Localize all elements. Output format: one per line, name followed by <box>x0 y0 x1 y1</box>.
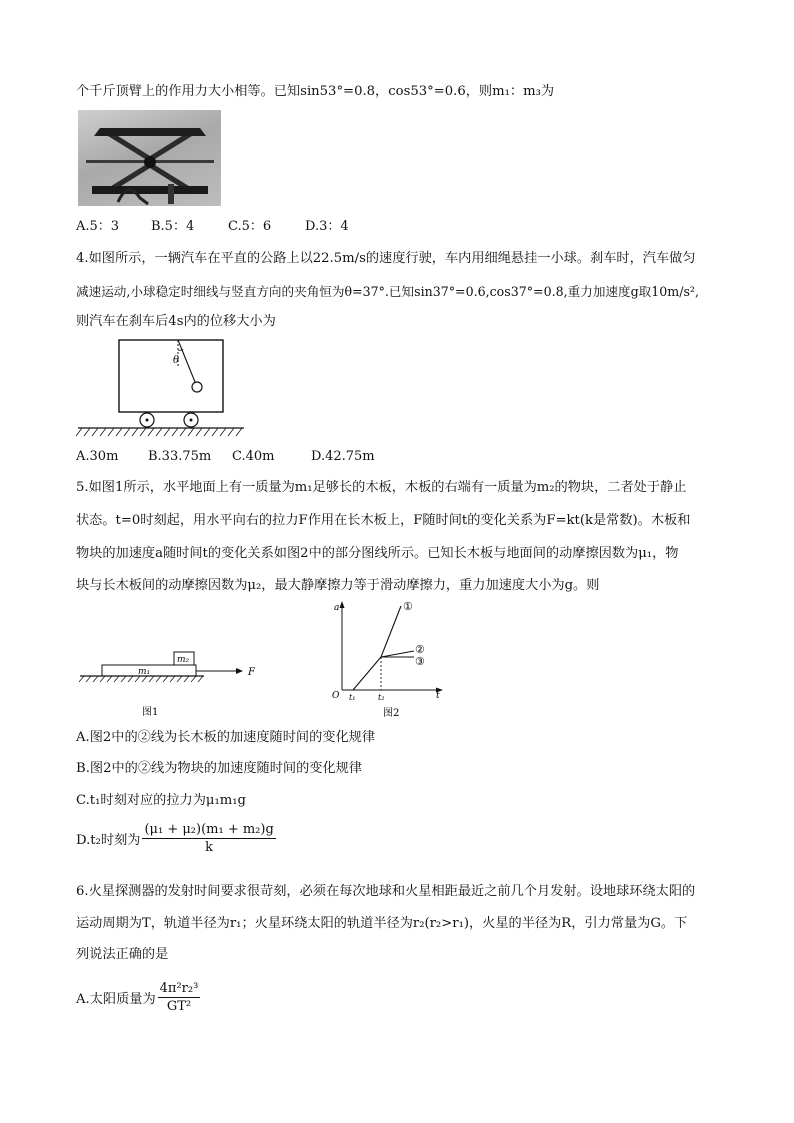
car-jack-photo <box>78 110 221 206</box>
fig2-t1-label: t₁ <box>349 693 356 702</box>
fig2-t-label: t <box>436 691 440 701</box>
q3-option-c[interactable]: C.5：6 <box>228 219 272 234</box>
fig1-m2-label: m₂ <box>177 655 190 665</box>
car-jack-illustration <box>78 110 221 206</box>
q5-option-a[interactable]: A.图2中的②线为长木板的加速度随时间的变化规律 <box>76 730 376 745</box>
fig1-force-label: F <box>248 667 255 678</box>
q5-option-d[interactable] <box>76 822 276 855</box>
q4-text-line2: 减速运动,小球稳定时细线与竖直方向的夹角恒为θ=37°.已知sin37°=0.6,cos37°=0.8,重力加速度g取10m/s², <box>76 284 699 299</box>
q6-text-line3: 列说法正确的是 <box>76 947 169 962</box>
car-pendulum-figure <box>76 336 246 438</box>
q5-option-d-fraction <box>142 822 275 855</box>
fig2-a-label: a <box>334 603 340 613</box>
q3-option-a[interactable]: A.5：3 <box>76 219 120 234</box>
q6-text-line2: 运动周期为T，轨道半径为r₁；火星环绕太阳的轨道半径为r₂(r₂>r₁)，火星的半径为R，引力常量为G。下 <box>76 916 688 931</box>
fig2-curve-3-label: ③ <box>415 655 425 668</box>
q3-option-d[interactable]: D.3：4 <box>305 219 349 234</box>
figure-2-acceleration-graph <box>326 594 452 720</box>
q3-option-b[interactable]: B.5：4 <box>151 219 195 234</box>
fig2-curve-1-label: ① <box>403 600 413 613</box>
q5-option-d-numerator: (μ₁ + μ₂)(m₁ + m₂)g <box>144 822 274 837</box>
theta-label: θ <box>173 355 180 366</box>
q4-text-line3: 则汽车在刹车后4s内的位移大小为 <box>76 314 276 329</box>
q5-text-line2: 状态。t=0时刻起，用水平向右的拉力F作用在长木板上，F随时间t的变化关系为F=kt(k是常数)。木板和 <box>76 513 691 528</box>
fig2-t2-label: t₂ <box>378 693 385 702</box>
figure-1-board-block <box>76 645 262 721</box>
q5-option-c[interactable]: C.t₁时刻对应的拉力为μ₁m₁g <box>76 793 246 808</box>
fig2-curve-2-label: ② <box>415 643 425 656</box>
fig1-m1-label: m₁ <box>138 667 151 677</box>
q5-text-line4: 块与长木板间的动摩擦因数为μ₂，最大静摩擦力等于滑动摩擦力，重力加速度大小为g。则 <box>76 578 600 593</box>
q5-text-line1: 5.如图1所示，水平地面上有一质量为m₁足够长的木板，木板的右端有一质量为m₂的物块，二者处于静止 <box>76 480 687 495</box>
q6-option-a-prefix: A.太阳质量为 <box>76 992 156 1007</box>
q4-option-c[interactable]: C.40m <box>232 449 275 464</box>
q4-option-b[interactable]: B.33.75m <box>148 449 212 464</box>
q5-option-d-prefix: D.t₂时刻为 <box>76 833 141 848</box>
q4-text-line1: 4.如图所示，一辆汽车在平直的公路上以22.5m/s的速度行驶，车内用细绳悬挂一小球。刹车时，汽车做匀 <box>76 251 696 266</box>
fig2-origin-label: O <box>332 691 340 701</box>
q6-text-line1: 6.火星探测器的发射时间要求很苛刻，必须在每次地球和火星相距最近之前几个月发射。设地球环绕太阳的 <box>76 884 696 899</box>
fig1-caption: 图1 <box>142 707 159 718</box>
fig2-caption: 图2 <box>383 708 400 719</box>
q6-option-a-fraction <box>158 981 201 1014</box>
q4-option-a[interactable]: A.30m <box>76 449 119 464</box>
q5-option-b[interactable]: B.图2中的②线为物块的加速度随时间的变化规律 <box>76 761 363 776</box>
q6-option-a-numerator: 4π²r₂³ <box>159 981 199 996</box>
q4-option-d[interactable]: D.42.75m <box>311 449 375 464</box>
q5-option-d-denominator: k <box>205 840 214 855</box>
q6-option-a[interactable] <box>76 981 200 1014</box>
q3-text: 个千斤顶臂上的作用力大小相等。已知sin53°=0.8，cos53°=0.6，则m₁：m₃为 <box>76 84 555 99</box>
q5-text-line3: 物块的加速度a随时间t的变化关系如图2中的部分图线所示。已知长木板与地面间的动摩擦因数为μ₁，物 <box>76 546 679 561</box>
q6-option-a-denominator: GT² <box>166 999 192 1014</box>
